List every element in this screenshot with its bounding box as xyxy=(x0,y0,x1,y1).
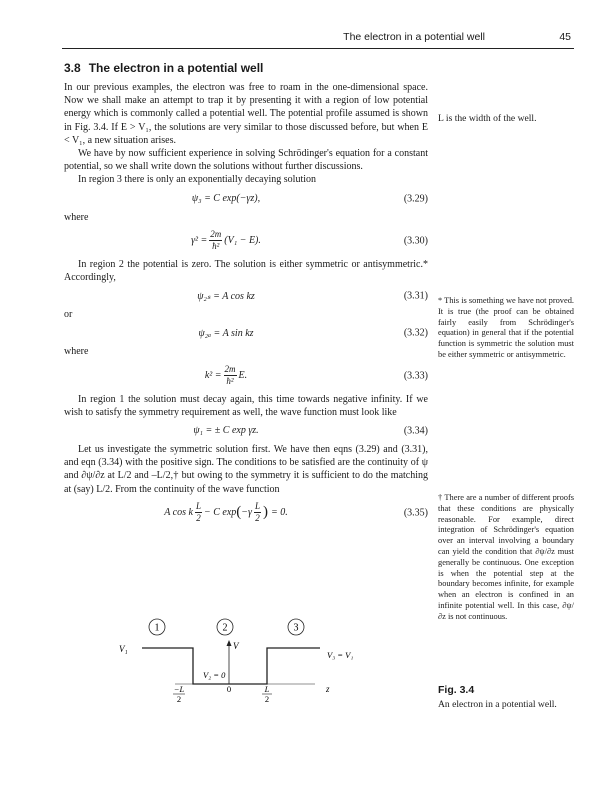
equation-body: ψ₁ = ± C exp γz. xyxy=(193,425,259,437)
equation-part: = 0. xyxy=(270,507,288,519)
equation-number: (3.31) xyxy=(403,290,428,302)
paragraph-intro: In our previous examples, the electron was free to roam in the one-dimensional space. Now we shall make an attempt to trap it by presenting it with a region of low potential energy which is commonly called a potential well. The potential profile assumed is shown in Fig. 3.4. If E > V₁, the solutions are very similar to those discussed before, but when E < V₁, a new situation arises. xyxy=(64,82,428,146)
x-label-pos-num: L xyxy=(264,684,270,694)
paragraph-symmetric: Let us investigate the symmetric solution first. We have then eqns (3.29) and (3.31), and eqn (3.34) with the positive sign. The conditions to be satisfied are the continuity of ψ and ∂ψ/∂z at L/2 and –L/2,† but owing to the symmetry it is sufficient to do the matching at (say) L/2. From the continuity of the wave function xyxy=(64,444,428,495)
fraction-denominator: ħ² xyxy=(212,241,220,252)
or-text: or xyxy=(64,309,73,321)
equation-number: (3.34) xyxy=(403,425,428,437)
v-axis-arrowhead xyxy=(227,640,232,646)
v1-label: V₁ xyxy=(119,644,128,654)
x-label-neg-den: 2 xyxy=(176,694,182,704)
equation-3-34 xyxy=(64,419,428,443)
fraction-denominator: 2 xyxy=(196,513,201,524)
fraction-denominator: ħ² xyxy=(226,376,234,387)
equation-3-35: A cos k $\frac{L}{2}$ − C exp ( −γ $\frac{L}{2}$ ) = 0. (3.35) xyxy=(164,501,428,524)
running-title: The electron in a potential well xyxy=(343,31,485,43)
region-1-label: 1 xyxy=(154,622,160,634)
section-heading xyxy=(64,61,263,75)
equation-3-30 xyxy=(64,224,428,258)
paragraph-experience: We have by now sufficient experience in solving Schrödinger's equation for a constant potential, so we shall write down the solutions without further discussions. xyxy=(64,148,428,173)
equation-body: ψ₂ₛ = A cos kz xyxy=(197,290,255,302)
paragraph-region1: In region 1 the solution must decay again, this time towards negative infinity. If we wish to satisfy the symmetry requirement as well, the wave function must look like xyxy=(64,393,428,418)
section-number: 3.8 xyxy=(64,61,81,75)
fraction xyxy=(224,364,237,387)
v3-label: V₃ = V₁ xyxy=(327,650,354,660)
x-label-zero: 0 xyxy=(226,684,232,694)
equation-number: (3.30) xyxy=(403,235,428,247)
equation-number: (3.32) xyxy=(403,327,428,339)
fraction-numerator: 2m xyxy=(224,364,236,375)
equation-part: − C exp xyxy=(203,507,237,519)
footnote-symmetry: * This is something we have not proved. It is true (the proof can be obtained fairly easily from Schrödinger's equation) in general that if the potential function is symmetric the solution must be either symmetric or antisymmetric. xyxy=(438,296,574,359)
paragraph-region2: In region 2 the potential is zero. The solution is either symmetric or antisymmetric.* Accordingly, xyxy=(64,258,428,284)
main-text-column xyxy=(64,81,428,530)
x-label-pos-den: 2 xyxy=(264,694,270,704)
equation-lhs: k² = xyxy=(204,370,222,382)
page-number: 45 xyxy=(559,31,571,43)
sidenote-width: L is the width of the well. xyxy=(438,113,537,124)
section-title: The electron in a potential well xyxy=(88,61,264,75)
equation-rhs: (V₁ − E). xyxy=(224,235,261,247)
fraction xyxy=(195,501,202,524)
equation-part: −γ xyxy=(241,507,252,519)
equation-number: (3.29) xyxy=(403,193,428,205)
header-rule xyxy=(62,48,574,49)
equation-lhs: γ² = xyxy=(191,235,208,247)
equation-body: ψ₂ₐ = A sin kz xyxy=(198,327,254,339)
equation-3-29 xyxy=(64,187,428,211)
fraction-numerator: L xyxy=(195,501,201,512)
equation-rhs: E. xyxy=(238,370,248,382)
fraction-numerator: L xyxy=(254,501,260,512)
region-3-label: 3 xyxy=(293,622,299,634)
potential-profile xyxy=(142,648,320,684)
where-text: where xyxy=(64,346,89,358)
page-header xyxy=(64,31,571,47)
fraction xyxy=(209,229,222,252)
equation-number: (3.33) xyxy=(403,370,428,382)
region-2-label: 2 xyxy=(222,622,228,634)
figure-caption: An electron in a potential well. xyxy=(438,699,557,710)
footnote-continuity: † There are a number of different proofs that these conditions are physically reasonable. For example, direct integration of Schrödinger's equation over an interval involving a boundary can yield the condition that ∂ψ/∂z must generally be continuous. One exception is when the potential step at the boundary becomes infinite, for example when an electron is confined in an infinite potential well. In this case, ∂ψ/∂z is not continuous. xyxy=(438,493,574,621)
equation-3-32 xyxy=(64,321,428,345)
v2-label: V₂ = 0 xyxy=(203,670,226,680)
figure-label: Fig. 3.4 xyxy=(438,684,475,696)
equation-number: (3.35) xyxy=(403,507,428,519)
x-label-neg-num: −L xyxy=(173,684,185,694)
equation-3-31 xyxy=(64,284,428,308)
potential-well-figure xyxy=(115,608,405,708)
where-text: where xyxy=(64,211,89,223)
v-axis-label: V xyxy=(233,641,239,651)
equation-3-33 xyxy=(64,359,428,393)
paragraph-region3: In region 3 there is only an exponentially decaying solution xyxy=(78,174,316,186)
fraction-numerator: 2m xyxy=(210,229,222,240)
fraction-denominator: 2 xyxy=(255,513,260,524)
equation-part: A cos k xyxy=(164,507,193,519)
equation-body: ψ₃ = C exp(−γz), xyxy=(191,193,261,205)
fraction xyxy=(254,501,261,524)
z-axis-label: z xyxy=(326,684,330,694)
